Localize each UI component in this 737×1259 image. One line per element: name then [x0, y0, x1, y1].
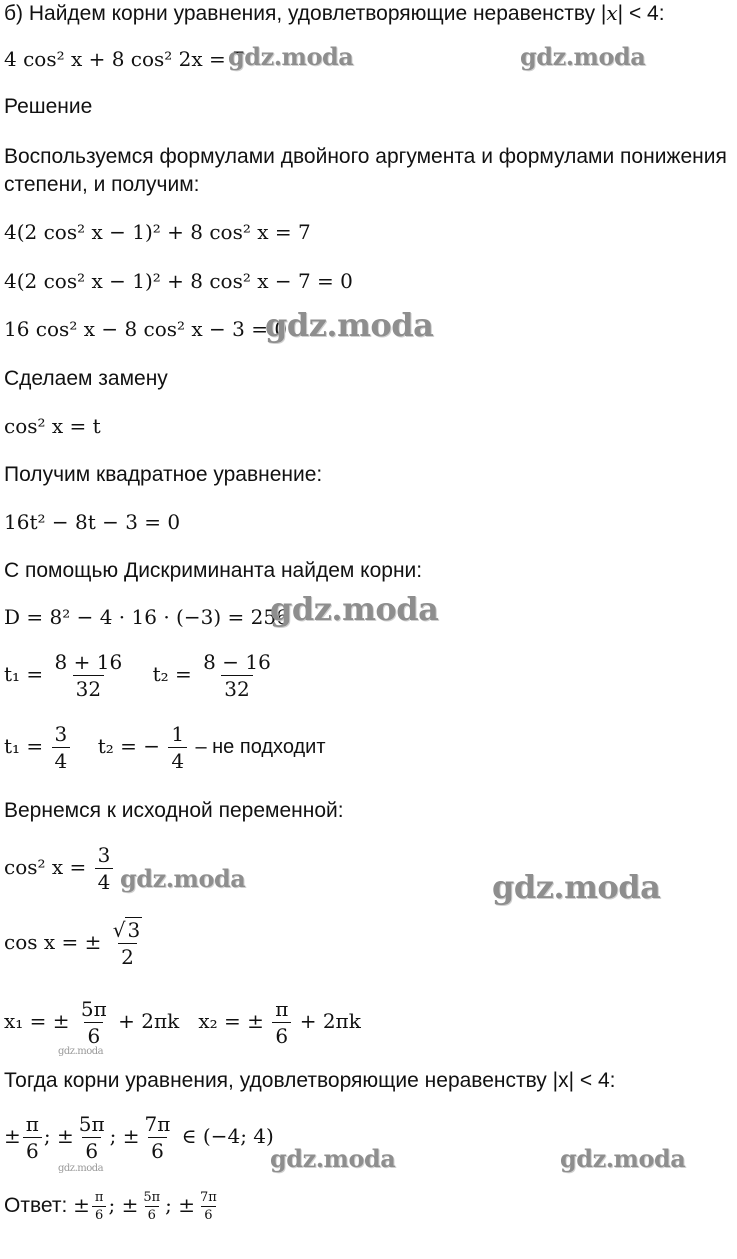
t2-value: $\frac{1}{4}$ [168, 722, 187, 773]
watermark: gdz.moda [270, 590, 439, 628]
quadratic-label: Получим квадратное уравнение: [4, 463, 323, 486]
cos-squared-eq: cos² x = $\frac{3}{4}$ [4, 843, 115, 894]
t1-value: $\frac{3}{4}$ [52, 722, 71, 773]
discriminant: D = 8² − 4 · 16 · (−3) = 256 [4, 605, 289, 629]
watermark: gdz.moda [560, 1144, 686, 1173]
cos-x-eq: cos x = ± $\frac{√ 3}{2}$ [4, 918, 147, 969]
task-tail: | < 4: [617, 2, 665, 25]
x1-fraction: $\frac{5\pi}{6}$ [80, 997, 107, 1048]
discriminant-label: С помощью Дискриминанта найдем корни: [4, 559, 423, 582]
t1-label: t₁ = [4, 662, 44, 686]
roots-values [4, 722, 326, 773]
answer: Ответ: ± $\frac{\pi}{6}$ ; ± $\frac{5\pi}{6}$ ; ± $\frac{7\pi}{6}$ [4, 1190, 222, 1223]
reject-note: – не подходит [195, 736, 326, 758]
substitution-label: Сделаем замену [4, 367, 168, 390]
original-equation: 4 cos² x + 8 cos² 2x = 7 [4, 47, 245, 71]
interval-frac-2: $\frac{5\pi}{6}$ [78, 1112, 105, 1163]
watermark: gdz.moda [58, 1163, 104, 1174]
answer-frac-3: $\frac{7\pi}{6}$ [200, 1190, 217, 1223]
roots-fractions [4, 650, 276, 701]
watermark: gdz.moda [270, 1144, 396, 1173]
interval-membership: ∈ (−4; 4) [181, 1124, 274, 1148]
watermark: gdz.moda [265, 306, 434, 344]
interval-frac-1: $\frac{\pi}{6}$ [23, 1112, 42, 1163]
x2-fraction: $\frac{\pi}{6}$ [272, 997, 291, 1048]
step-3: 16 cos² x − 8 cos² x − 3 = 0 [4, 317, 288, 341]
x-roots: x₁ = ± $\frac{5\pi}{6}$ + 2πk x₂ = ± $\frac{\pi}{6}$ + 2πk [4, 997, 361, 1048]
watermark: gdz.moda [492, 868, 661, 906]
answer-frac-2: $\frac{5\pi}{6}$ [143, 1190, 161, 1223]
cos-x-fraction: $\frac{√ 3}{2}$ [112, 918, 141, 969]
t1-value-label: t₁ = [4, 734, 44, 758]
t2-fraction: $\frac{8 - 16}{32}$ [203, 650, 271, 701]
quadratic-equation: 16t² − 8t − 3 = 0 [4, 510, 181, 534]
interval-roots: ± $\frac{\pi}{6}$ ; ± $\frac{5\pi}{6}$ ; ± $\frac{7\pi}{6}$ ∈ (−4; 4) [4, 1112, 274, 1163]
watermark: gdz.moda [228, 42, 354, 71]
sqrt-sign: √ 3 [112, 918, 141, 942]
step-2: 4(2 cos² x − 1)² + 8 cos² x − 7 = 0 [4, 269, 353, 293]
answer-frac-1: $\frac{\pi}{6}$ [92, 1190, 107, 1223]
task-var: x [606, 1, 618, 25]
watermark: gdz.moda [520, 42, 646, 71]
intro-line-1: Воспользуемся формулами двойного аргумента и формулами понижения [4, 145, 727, 168]
substitution: cos² x = t [4, 414, 101, 438]
solution-label: Решение [4, 95, 93, 118]
intro-line-2: степени, и получим: [4, 173, 200, 196]
t1-fraction: $\frac{8 + 16}{32}$ [54, 650, 123, 701]
task-heading [4, 0, 665, 27]
cos-squared-fraction: $\frac{3}{4}$ [95, 843, 114, 894]
answer-label: Ответ: [4, 1194, 68, 1218]
watermark: gdz.moda [58, 1046, 104, 1057]
watermark: gdz.moda [120, 864, 246, 893]
step-1: 4(2 cos² x − 1)² + 8 cos² x = 7 [4, 220, 311, 244]
task-text: б) Найдем корни уравнения, удовлетворяющие неравенству | [4, 2, 607, 25]
return-label: Вернемся к исходной переменной: [4, 799, 344, 822]
interval-frac-3: $\frac{7\pi}{6}$ [144, 1112, 171, 1163]
t2-value-label: t₂ = − [97, 734, 160, 758]
then-label: Тогда корни уравнения, удовлетворяющие неравенству |x| < 4: [4, 1069, 616, 1092]
t2-label: t₂ = [152, 662, 192, 686]
